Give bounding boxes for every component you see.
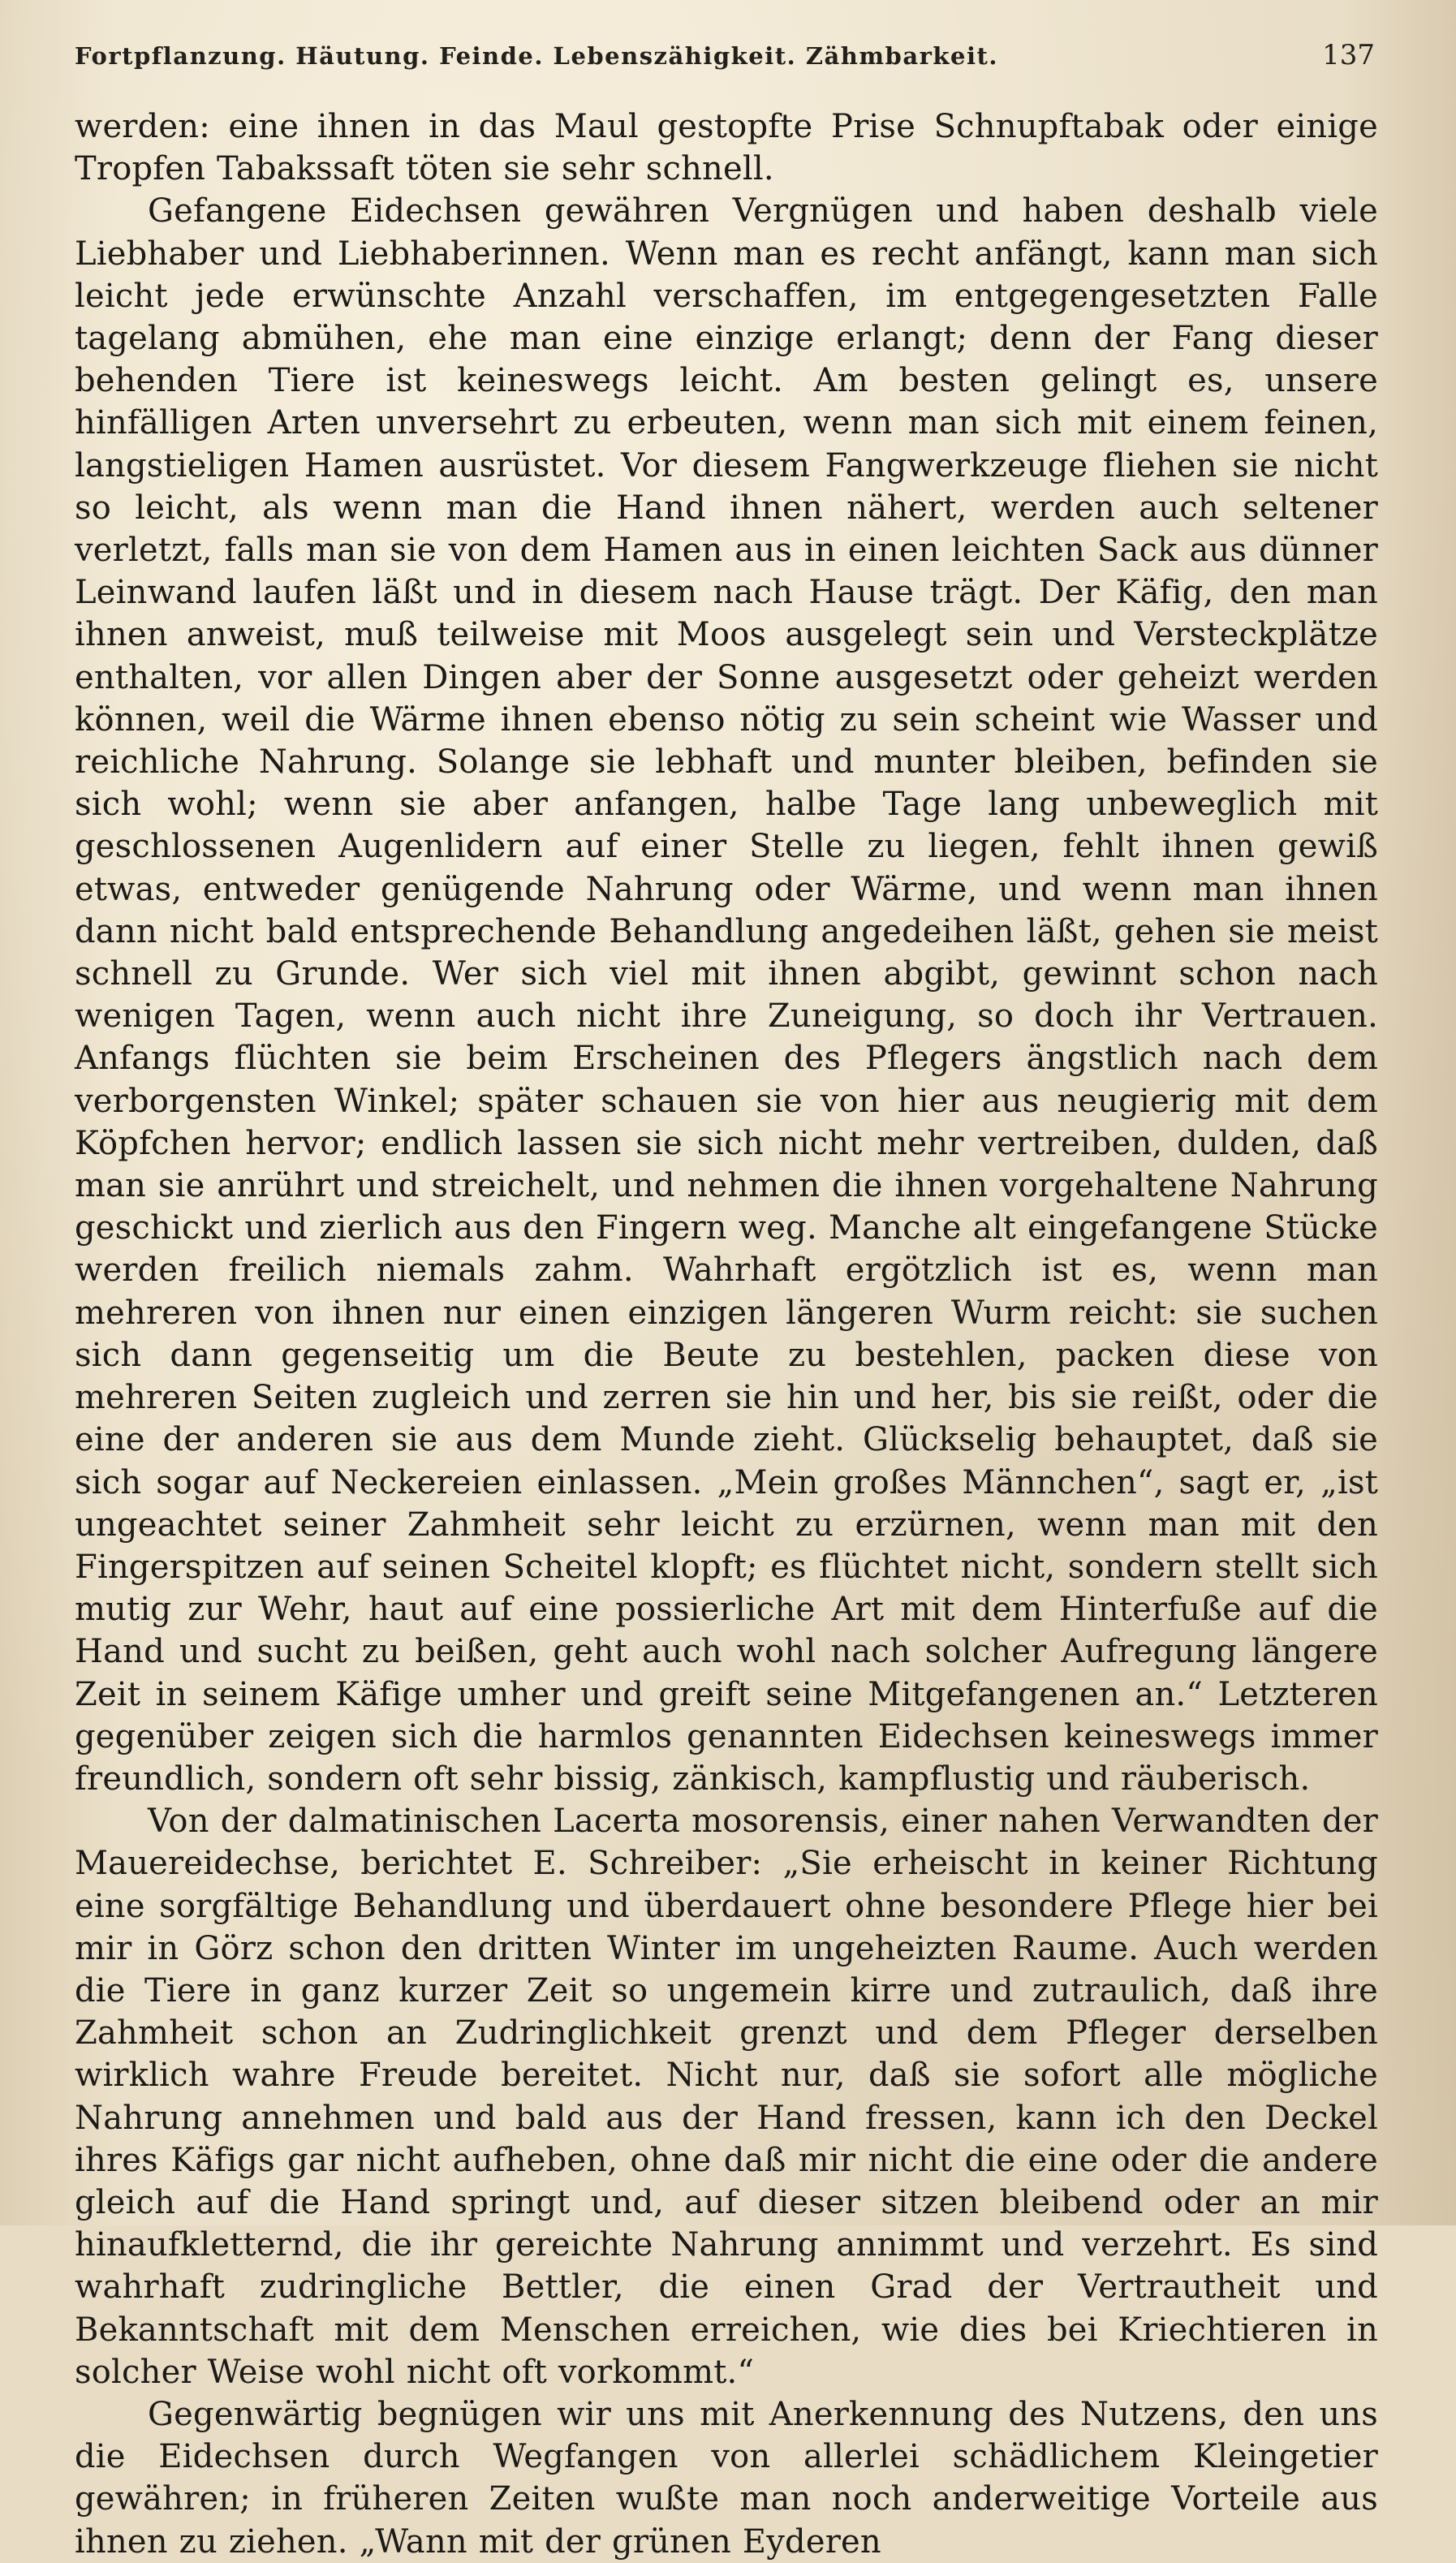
body-text [75, 106, 1378, 2563]
paragraph-continuation: werden: eine ihnen in das Maul gestopfte Prise Schnupftabak oder einige Tropfen Tabakssaft töten sie sehr schnell. [75, 108, 1378, 188]
page-number: 137 [1322, 39, 1375, 71]
paragraph-captive-lizards: Gefangene Eidechsen gewähren Vergnügen und haben deshalb viele Liebhaber und Liebhaberinnen. Wenn man es recht anfängt, kann man sich leicht jede erwünschte Anzahl verschaffen, im entgegengesetzten Falle tagelang abmühen, ehe man eine einzige erlangt; denn der Fang dieser behenden Tiere ist keineswegs leicht. Am besten gelingt es, unsere hinfälligen Arten unversehrt zu erbeuten, wenn man sich mit einem feinen, langstieligen Hamen ausrüstet. Vor diesem Fangwerkzeuge fliehen sie nicht so leicht, als wenn man die Hand ihnen nähert, werden auch seltener verletzt, falls man sie von dem Hamen aus in einen leichten Sack aus dünner Leinwand laufen läßt und in diesem nach Hause trägt. Der Käfig, den man ihnen anweist, muß teilweise mit Moos ausgelegt sein und Versteckplätze enthalten, vor allen Dingen aber der Sonne ausgesetzt oder geheizt werden können, weil die Wärme ihnen ebenso nötig zu sein scheint wie Wasser und reichliche Nahrung. Solange sie lebhaft und munter bleiben, befinden sie sich wohl; wenn sie aber anfangen, halbe Tage lang unbeweglich mit geschlossenen Augenlidern auf einer Stelle zu liegen, fehlt ihnen gewiß etwas, entweder genügende Nahrung oder Wärme, und wenn man ihnen dann nicht bald entsprechende Behandlung angedeihen läßt, gehen sie meist schnell zu Grunde. Wer sich viel mit ihnen abgibt, gewinnt schon nach wenigen Tagen, wenn auch nicht ihre Zuneigung, so doch ihr Vertrauen. Anfangs flüchten sie beim Erscheinen des Pflegers ängstlich nach dem verborgensten Winkel; später schauen sie von hier aus neugierig mit dem Köpfchen hervor; endlich lassen sie sich nicht mehr vertreiben, dulden, daß man sie anrührt und streichelt, und nehmen die ihnen vorgehaltene Nahrung geschickt und zierlich aus den Fingern weg. Manche alt eingefangene Stücke werden freilich niemals zahm. Wahrhaft ergötzlich ist es, wenn man mehreren von ihnen nur einen einzigen längeren Wurm reicht: sie suchen sich dann gegenseitig um die Beute zu bestehlen, packen diese von mehreren Seiten zugleich und zerren sie hin und her, bis sie reißt, oder die eine der anderen sie aus dem Munde zieht. Glückselig behauptet, daß sie sich sogar auf Neckereien einlassen. „Mein großes Männchen“, sagt er, „ist ungeachtet seiner Zahmheit sehr leicht zu erzürnen, wenn man mit den Fingerspitzen auf seinen Scheitel klopft; es flüchtet nicht, sondern stellt sich mutig zur Wehr, haut auf eine possierliche Art mit dem Hinterfuße auf die Hand und sucht zu beißen, geht auch wohl nach solcher Aufregung längere Zeit in seinem Käfige umher und greift seine Mitgefangenen an.“ Letzteren gegenüber zeigen sich die harmlos genannten Eidechsen keineswegs immer freundlich, sondern oft sehr bissig, zänkisch, kampflustig und räuberisch. [75, 192, 1378, 1798]
paragraph-lacerta-mosorensis: Von der dalmatinischen Lacerta mosorensis, einer nahen Verwandten der Mauereidechse, berichtet E. Schreiber: „Sie erheischt in keiner Richtung eine sorgfältige Behandlung und überdauert ohne besondere Pflege hier bei mir in Görz schon den dritten Winter im ungeheizten Raume. Auch werden die Tiere in ganz kurzer Zeit so ungemein kirre und zutraulich, daß ihre Zahmheit schon an Zudringlichkeit grenzt und dem Pfleger derselben wirklich wahre Freude bereitet. Nicht nur, daß sie sofort alle mögliche Nahrung annehmen und bald aus der Hand fressen, kann ich den Deckel ihres Käfigs gar nicht aufheben, ohne daß mir nicht die eine oder die andere gleich auf die Hand springt und, auf dieser sitzen bleibend oder an mir hinaufkletternd, die ihr gereichte Nahrung annimmt und verzehrt. Es sind wahrhaft zudringliche Bettler, die einen Grad der Vertrautheit und Bekanntschaft mit dem Menschen erreichen, wie dies bei Kriechtieren in solcher Weise wohl nicht oft vorkommt.“ [75, 1803, 1378, 2391]
running-head: Fortpflanzung. Häutung. Feinde. Lebenszähigkeit. Zähmbarkeit. [75, 42, 998, 70]
page-header [75, 39, 1378, 97]
paragraph-uses-of-lizards: Gegenwärtig begnügen wir uns mit Anerkennung des Nutzens, den uns die Eidechsen durch Wegfangen von allerlei schädlichem Kleingetier gewähren; in früheren Zeiten wußte man noch anderweitige Vorteile aus ihnen zu ziehen. „Wann mit der grünen Eyderen [75, 2395, 1378, 2561]
